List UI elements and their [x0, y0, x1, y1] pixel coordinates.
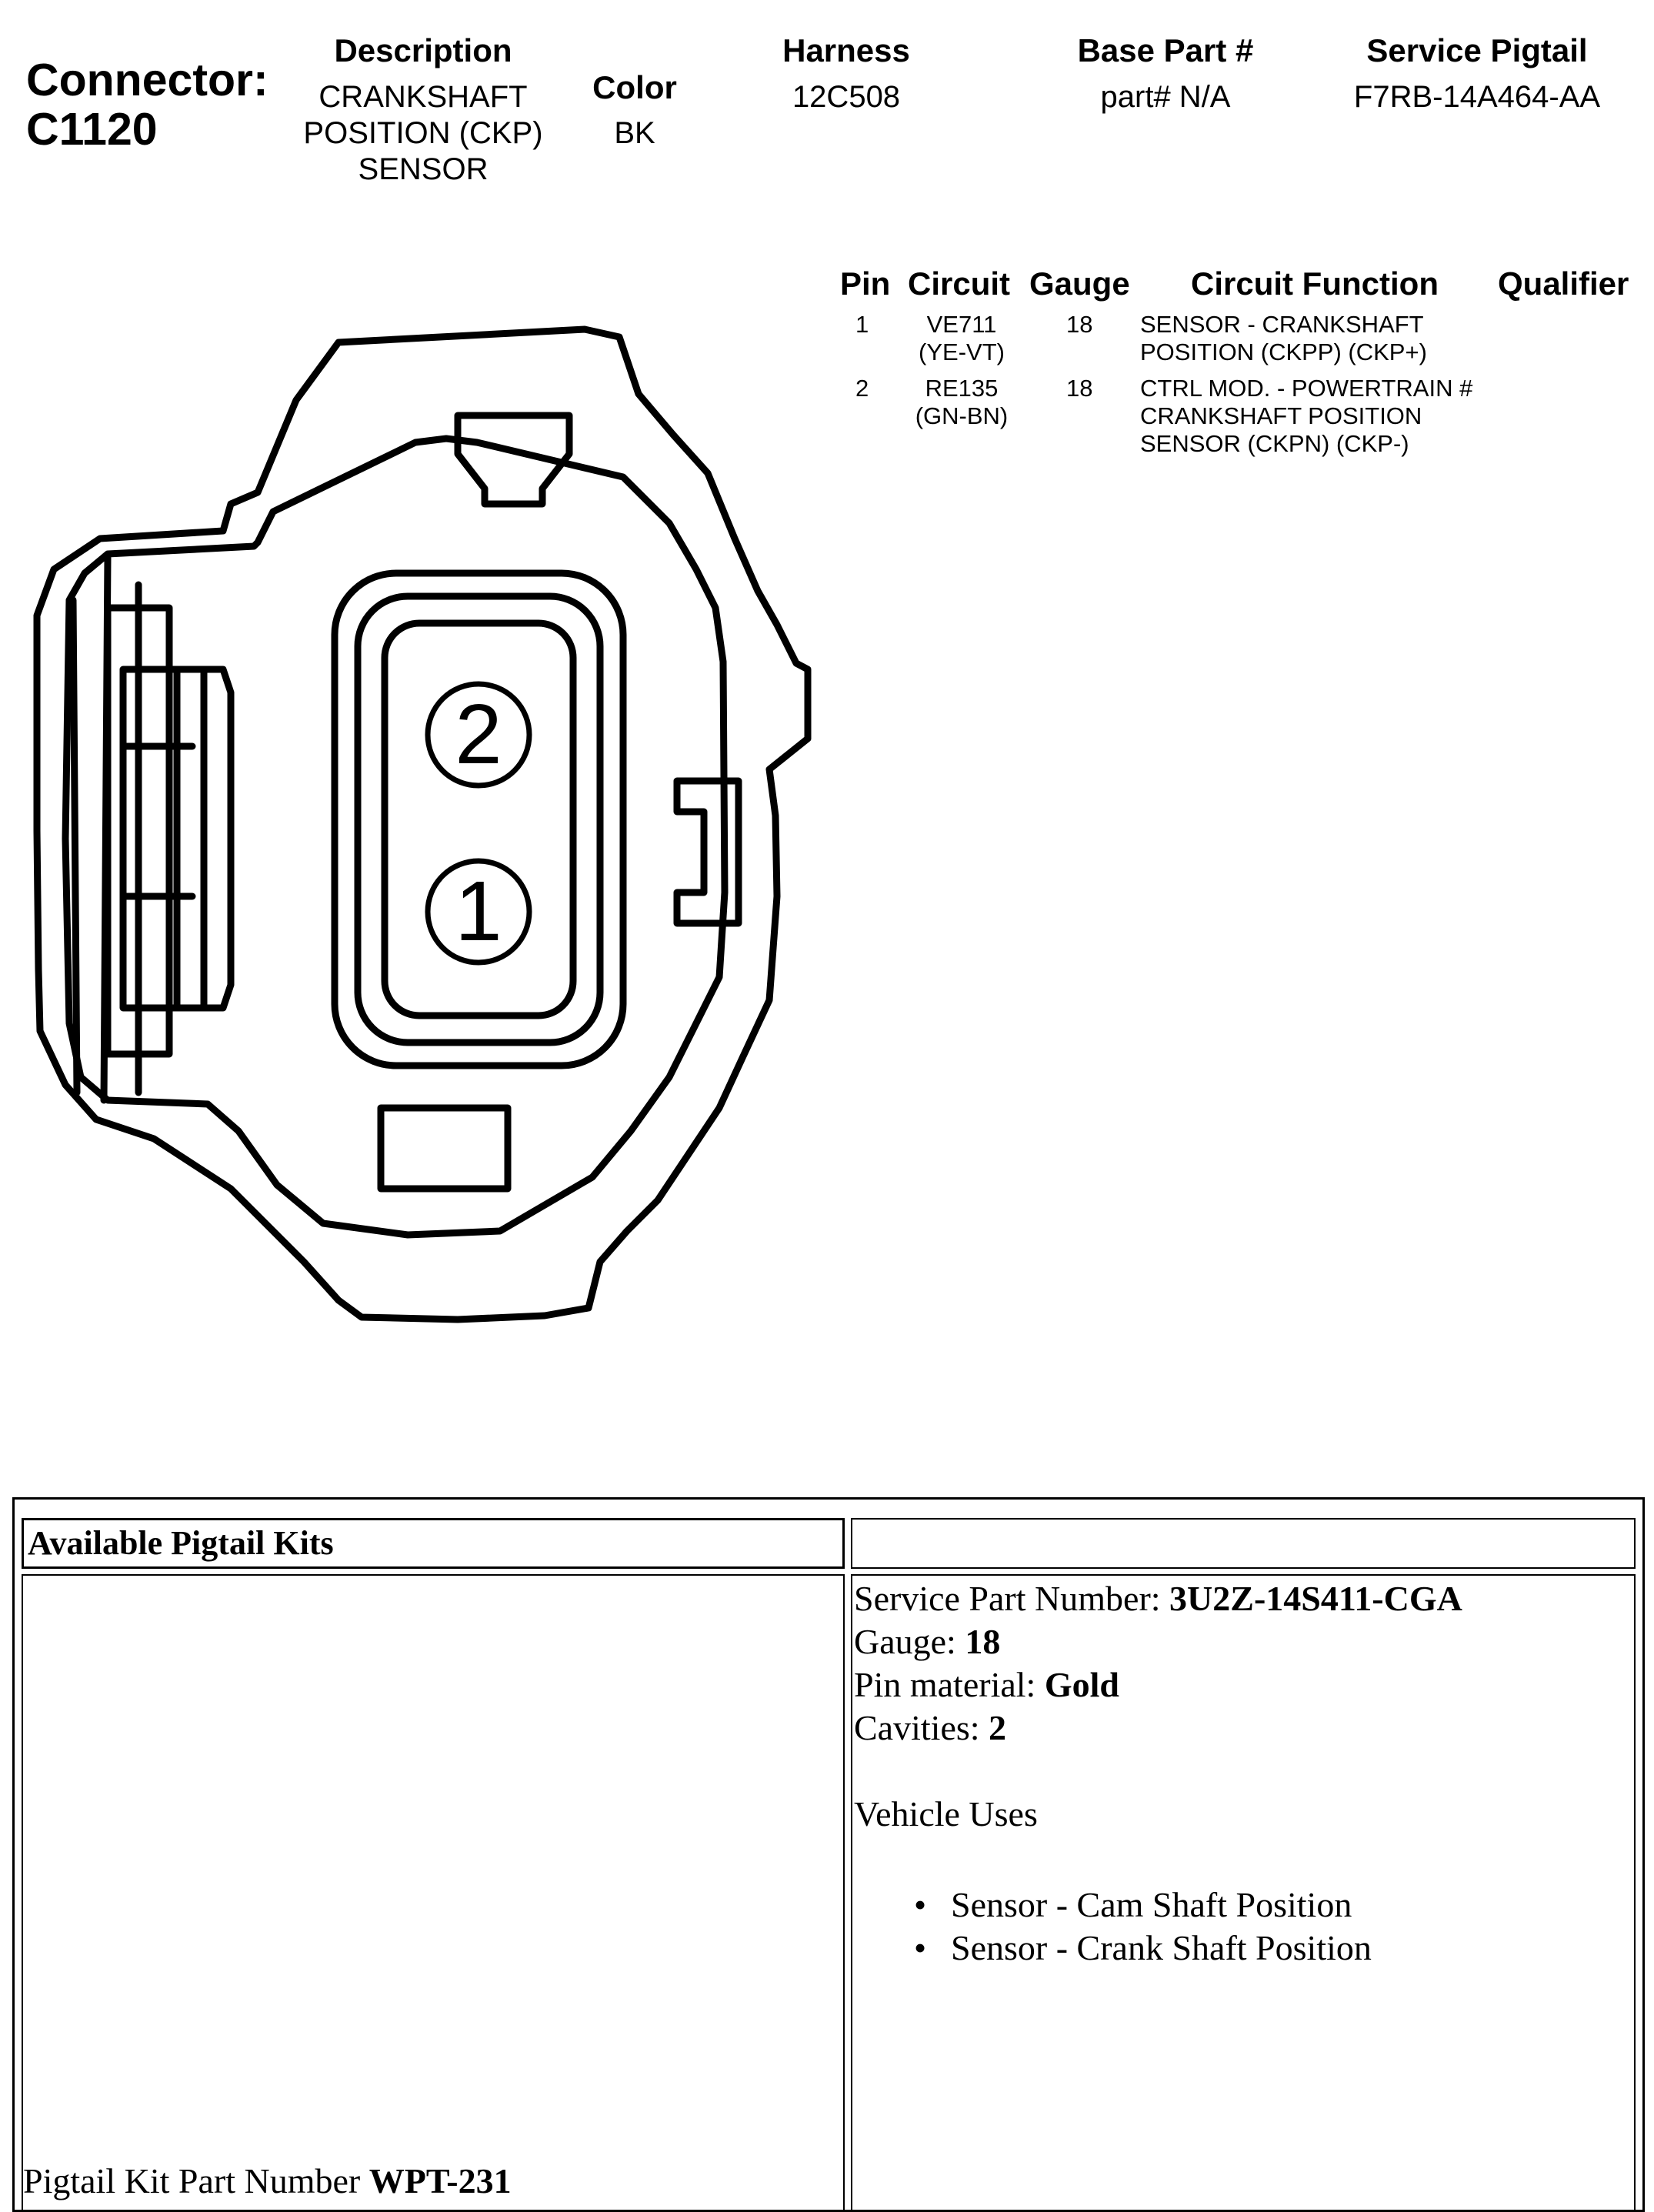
base-part-value: part# N/A — [1100, 80, 1231, 114]
gauge-cell: 18 — [1066, 311, 1093, 338]
kit-part-label: Pigtail Kit Part Number — [23, 2161, 369, 2200]
description-line: SENSOR — [358, 152, 489, 186]
kits-header-empty-cell — [851, 1518, 1636, 1569]
cavities-row — [854, 1707, 1462, 1750]
keyway-bottom — [381, 1108, 508, 1189]
service-part-row — [854, 1577, 1462, 1620]
description-header: Description — [334, 32, 512, 68]
connector-label: Connector: — [26, 55, 268, 105]
description-line: CRANKSHAFT — [318, 80, 528, 114]
kit-image-cell — [22, 1574, 845, 2212]
bullet-icon: • — [914, 1885, 927, 1924]
connector-id: C1120 — [26, 104, 158, 155]
circuit-color: (GN-BN) — [915, 402, 1009, 429]
pigtail-kit-part-number — [23, 2160, 512, 2201]
gauge-row — [854, 1620, 1462, 1663]
qualifier-col-header: Qualifier — [1498, 265, 1629, 302]
service-part-label: Service Part Number: — [854, 1579, 1170, 1618]
function-line: POSITION (CKPP) (CKP+) — [1140, 339, 1427, 365]
cavities-value: 2 — [989, 1708, 1007, 1747]
service-pigtail-header: Service Pigtail — [1366, 32, 1588, 68]
available-pigtail-kits-title: Available Pigtail Kits — [28, 1524, 334, 1562]
service-pigtail-value: F7RB-14A464-AA — [1353, 80, 1601, 114]
gauge-col-header: Gauge — [1029, 265, 1130, 302]
list-item — [914, 1927, 1372, 1970]
harness-value: 12C508 — [792, 80, 901, 114]
gauge-value: 18 — [965, 1622, 1001, 1661]
circuit-id: VE711 — [926, 311, 997, 338]
function-line: SENSOR - CRANKSHAFT — [1140, 311, 1424, 338]
function-col-header: Circuit Function — [1191, 265, 1439, 302]
circuit-color: (YE-VT) — [919, 339, 1005, 365]
color-header: Color — [592, 69, 677, 105]
keyway-right — [677, 781, 739, 923]
function-line: CRANKSHAFT POSITION — [1140, 402, 1422, 429]
pin-number: 1 — [855, 311, 869, 338]
housing-channel — [73, 600, 77, 1093]
pin-material-label: Pin material: — [854, 1665, 1045, 1704]
pin-1-label: 1 — [455, 864, 502, 959]
description-line: POSITION (CKP) — [303, 116, 543, 150]
circuit-col-header: Circuit — [908, 265, 1011, 302]
pin-material-row — [854, 1663, 1462, 1707]
gauge-cell: 18 — [1066, 375, 1093, 402]
function-line: CTRL MOD. - POWERTRAIN # — [1140, 375, 1473, 402]
pin-2-label: 2 — [455, 687, 502, 782]
pin-number: 2 — [855, 375, 869, 402]
kit-part-value: WPT-231 — [368, 2161, 512, 2200]
housing-outline — [37, 329, 808, 1320]
vehicle-use: Sensor - Cam Shaft Position — [951, 1885, 1352, 1924]
gauge-label: Gauge: — [854, 1622, 965, 1661]
list-item — [914, 1883, 1372, 1927]
vehicle-uses-list — [914, 1883, 1372, 1970]
bullet-icon: • — [914, 1928, 927, 1967]
pin-cavity-frame-mid — [358, 596, 600, 1043]
service-part-value: 3U2Z-14S411-CGA — [1169, 1579, 1462, 1618]
cavities-label: Cavities: — [854, 1708, 989, 1747]
function-line: SENSOR (CKPN) (CKP-) — [1140, 430, 1409, 457]
pin-cavity-frame-outer — [335, 573, 623, 1066]
vehicle-use: Sensor - Crank Shaft Position — [951, 1928, 1372, 1967]
kit-info — [854, 1577, 1462, 1836]
harness-header: Harness — [782, 32, 910, 68]
color-value: BK — [614, 116, 655, 150]
circuit-id: RE135 — [925, 375, 999, 402]
base-part-header: Base Part # — [1077, 32, 1254, 68]
pin-col-header: Pin — [840, 265, 891, 302]
pin-material-value: Gold — [1044, 1665, 1119, 1704]
vehicle-uses-label: Vehicle Uses — [854, 1794, 1038, 1833]
